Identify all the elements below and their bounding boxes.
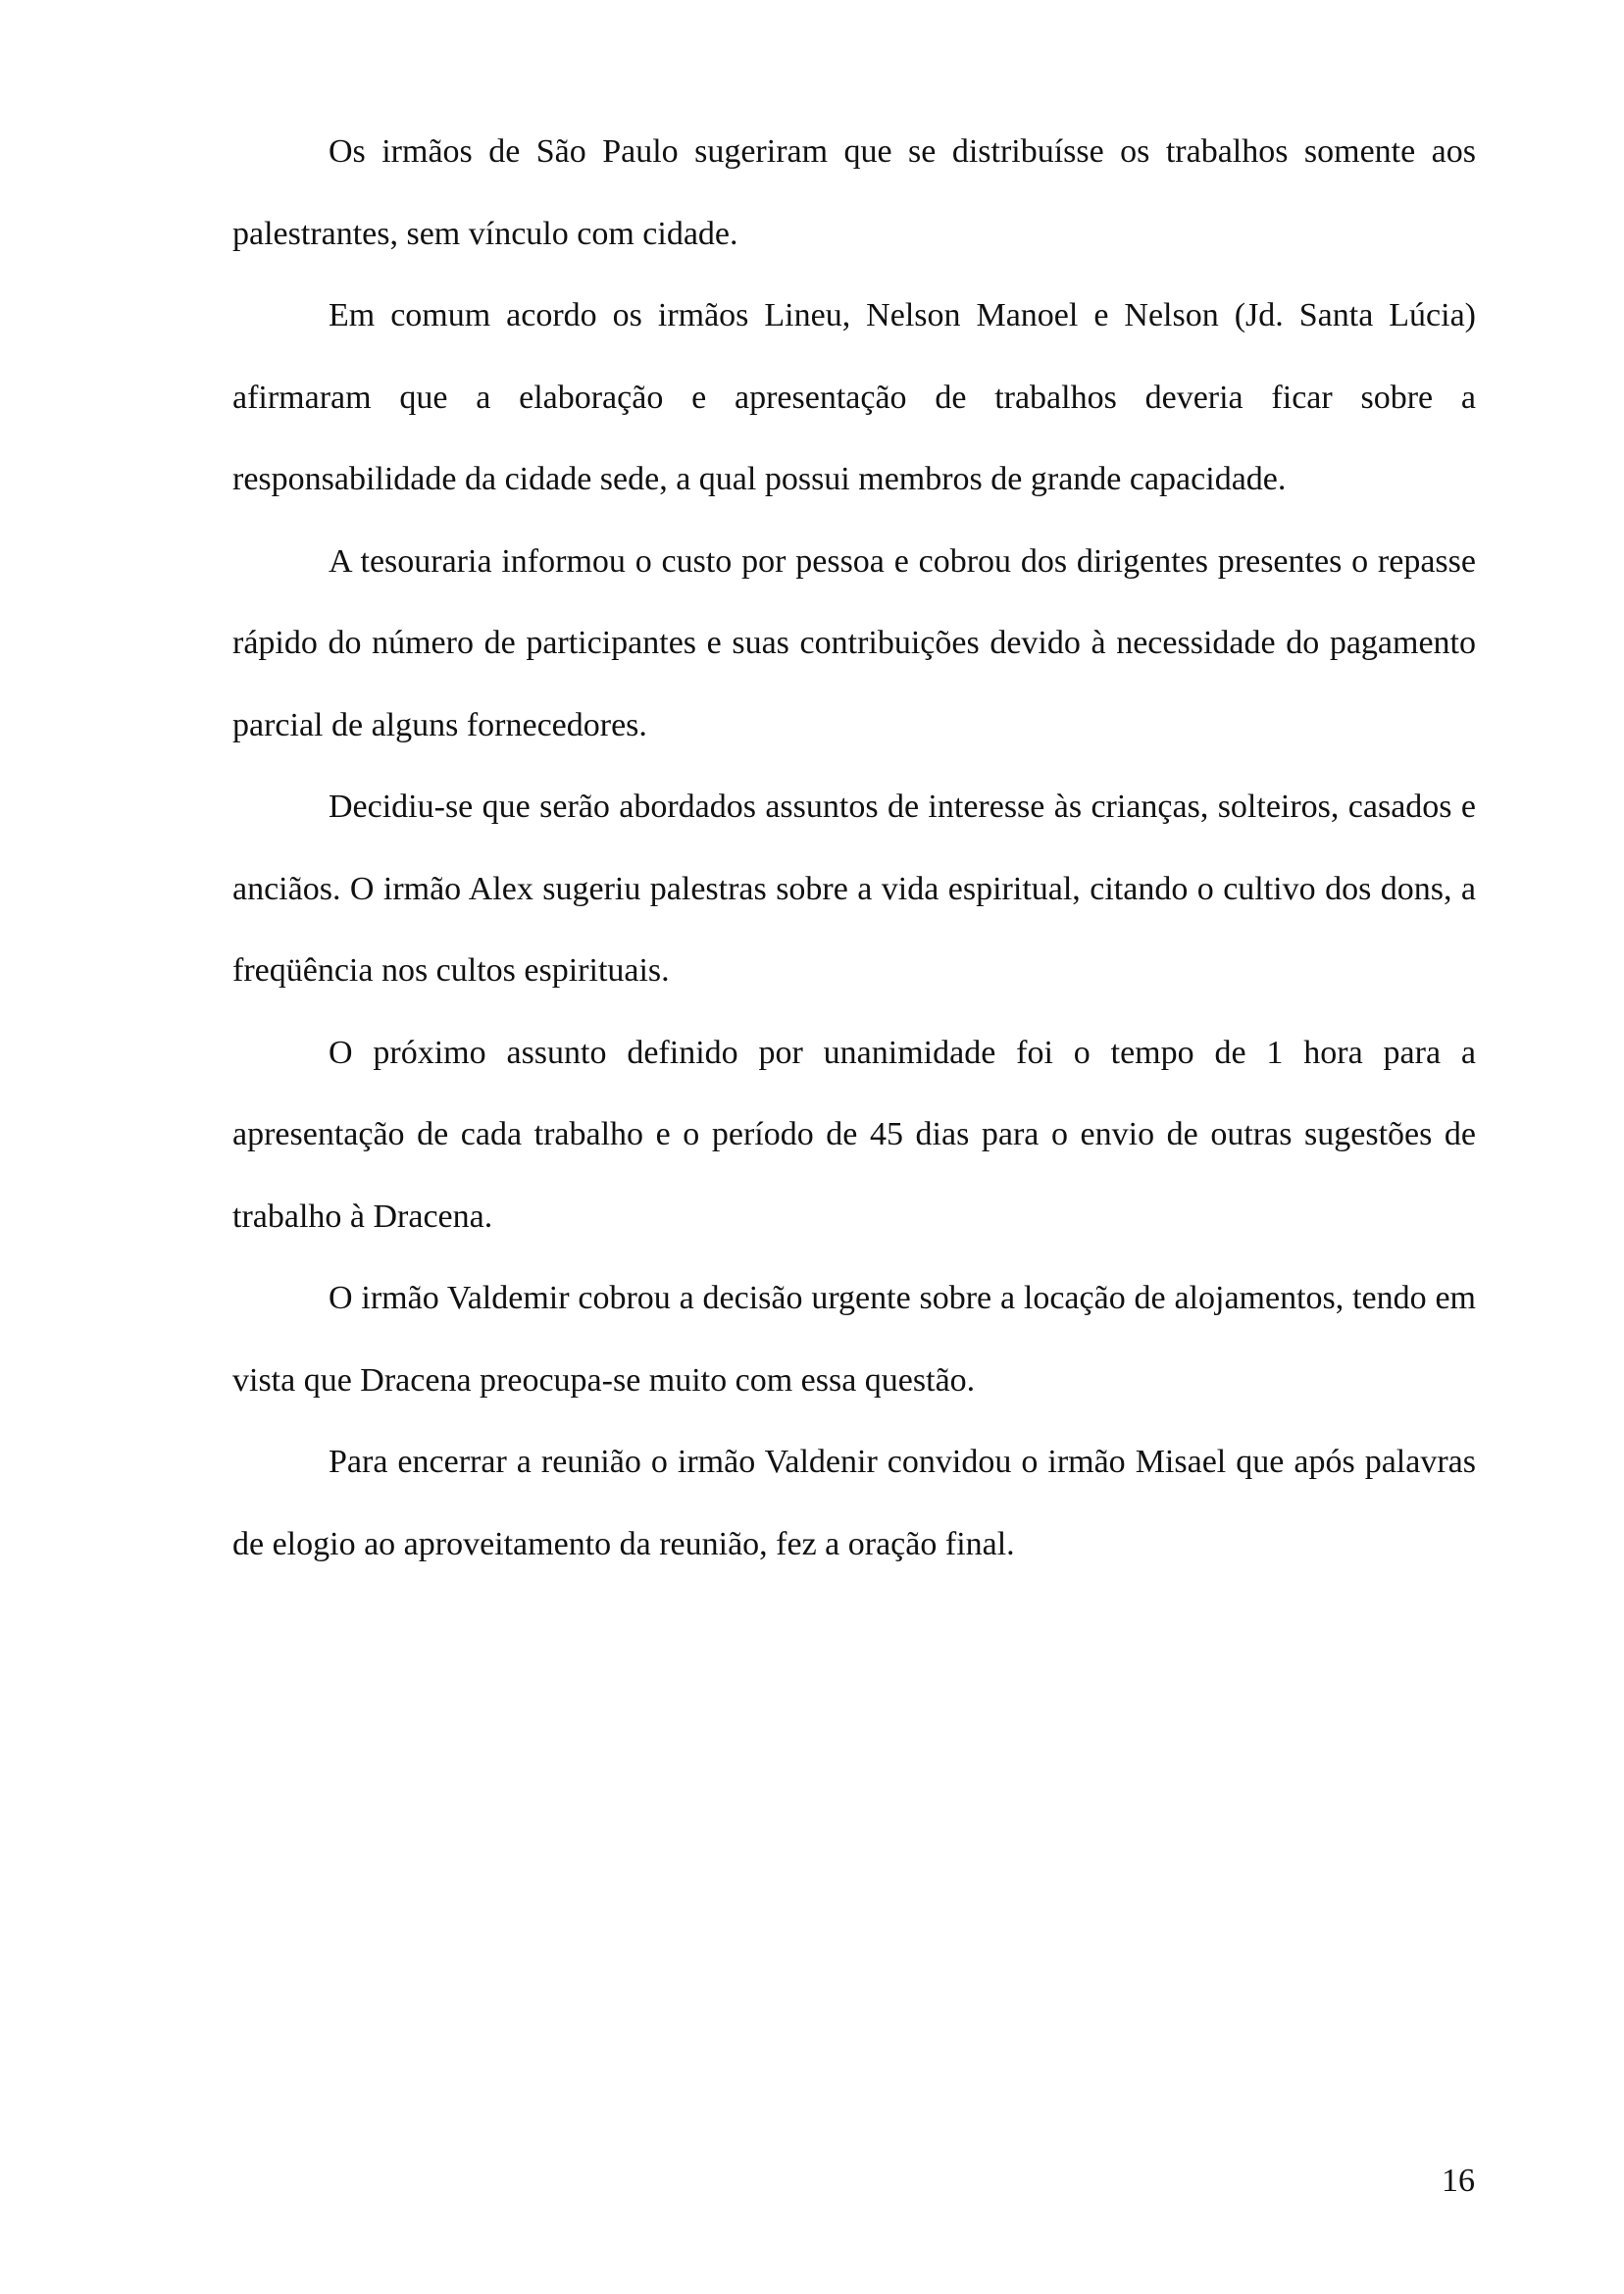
- paragraph-3: A tesouraria informou o custo por pessoa e cobrou dos dirigentes presentes o repasse rápido do número de participantes e suas contribuições devido à necessidade do pagamento parcial de alguns fornecedores.: [232, 542, 1476, 743]
- paragraph-2: Em comum acordo os irmãos Lineu, Nelson Manoel e Nelson (Jd. Santa Lúcia) afirmaram que a elaboração e apresentação de trabalhos deveria ficar sobre a responsabilidade da cidade sede, a qual possui membros de grande capacidade.: [232, 297, 1476, 497]
- paragraph-1: Os irmãos de São Paulo sugeriram que se distribuísse os trabalhos somente aos palestrantes, sem vínculo com cidade.: [232, 133, 1476, 252]
- page-number: 16: [1442, 2163, 1475, 2199]
- paragraph-6: O irmão Valdemir cobrou a decisão urgente sobre a locação de alojamentos, tendo em vista que Dracena preocupa-se muito com essa questão.: [232, 1280, 1476, 1399]
- document-body: [232, 111, 1476, 1585]
- paragraph-4: Decidiu-se que serão abordados assuntos de interesse às crianças, solteiros, casados e anciãos. O irmão Alex sugeriu palestras sobre a vida espiritual, citando o cultivo dos dons, a freqüência nos cultos espirituais.: [232, 789, 1476, 989]
- paragraph-7: Para encerrar a reunião o irmão Valdenir convidou o irmão Misael que após palavras de elogio ao aproveitamento da reunião, fez a oração final.: [232, 1444, 1476, 1562]
- paragraph-5: O próximo assunto definido por unanimidade foi o tempo de 1 hora para a apresentação de cada trabalho e o período de 45 dias para o envio de outras sugestões de trabalho à Dracena.: [232, 1034, 1476, 1235]
